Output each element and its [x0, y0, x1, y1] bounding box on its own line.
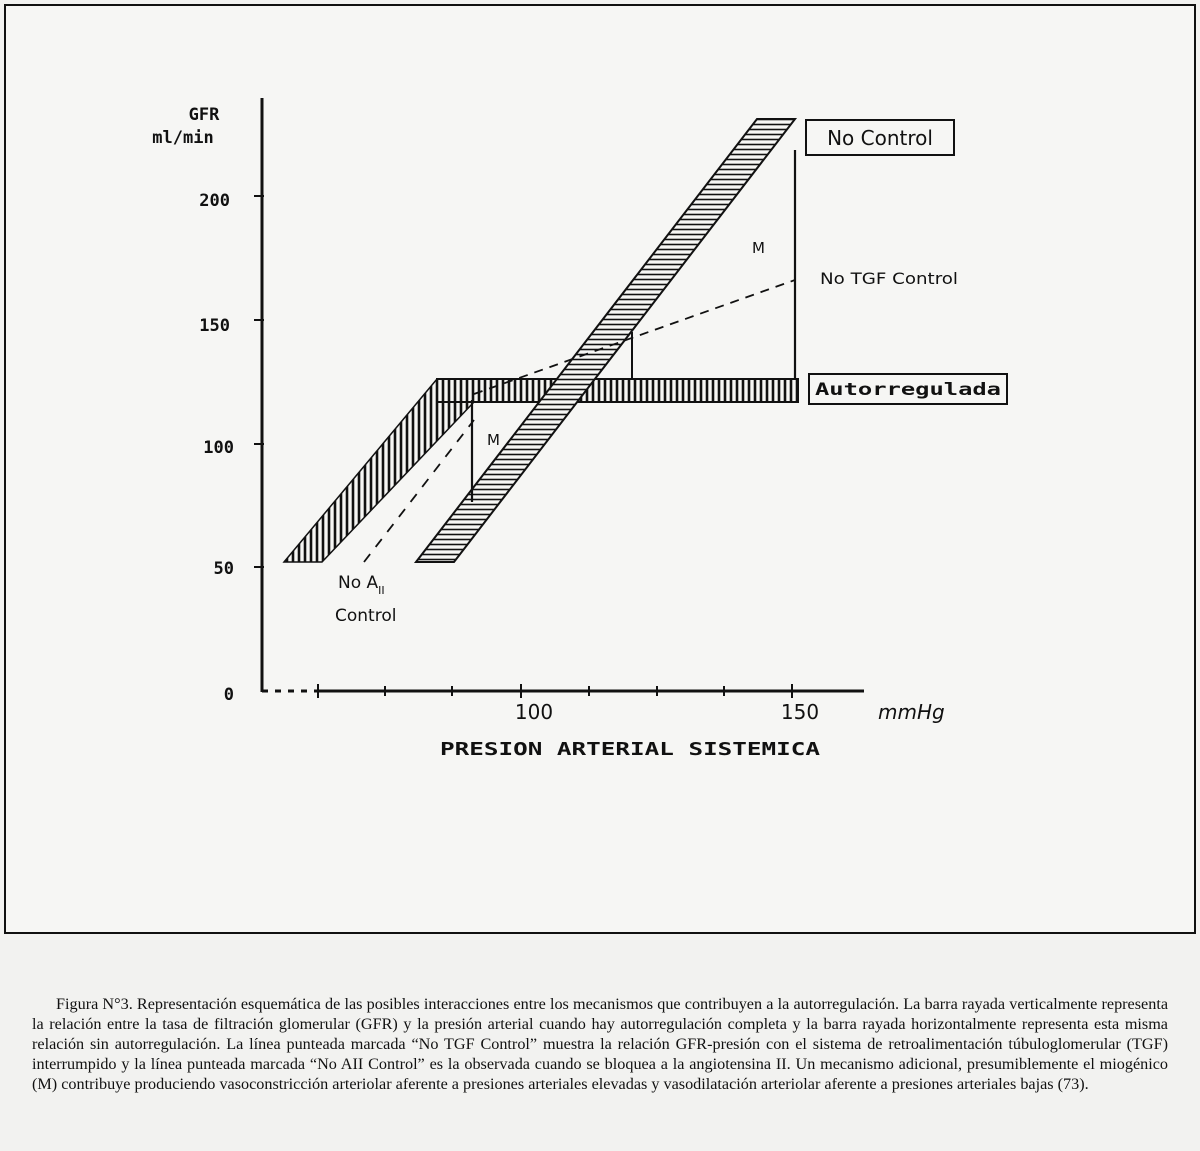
y-tick-label-50: 50 [213, 559, 234, 579]
autorregulada-label: Autorregulada [815, 380, 1001, 400]
figure-frame [4, 4, 1196, 934]
no-a2-control-label [338, 573, 385, 597]
y-axis-label: GFR [188, 105, 220, 125]
m-label-lower: M [487, 431, 500, 449]
y-tick-label-200: 200 [199, 191, 230, 211]
y-tick-label-150: 150 [199, 316, 230, 336]
y-axis-unit: ml/min [152, 128, 214, 148]
no-control-label: No Control [827, 126, 933, 150]
autoregulated-band-plateau [437, 379, 798, 402]
no-a2-subscript: II [378, 584, 385, 597]
m-label-upper: M [752, 239, 765, 257]
x-axis-title: PRESION ARTERIAL SISTEMICA [440, 739, 821, 760]
x-axis-unit: mmHg [878, 700, 945, 724]
no-tgf-control-label: No TGF Control [820, 269, 958, 288]
y-tick-label-100: 100 [203, 438, 234, 458]
y-tick-label-0: 0 [223, 685, 234, 705]
no-a2-control-label-line2: Control [335, 606, 397, 626]
x-tick-label-150: 150 [780, 700, 820, 724]
no-a2-prefix: No A [338, 573, 379, 593]
x-tick-label-100: 100 [514, 700, 554, 724]
figure-caption: Figura N°3. Representación esquemática de las posibles interacciones entre los mecanismos que contribuyen a la autorregulación. La barra rayada verticalmente representa la relación entre la tasa de filtración glomerular (GFR) y la presión arterial cuando hay autorregulación completa y la barra rayada horizontalmente representa esta misma relación sin autorregulación. La línea punteada marcada “No TGF Control” muestra la relación GFR-presión con el sistema de retroalimentación túbuloglomerular (TGF) interrumpido y la línea punteada marcada “No AII Control” es la observada cuando se bloquea a la angiotensina II. Un mecanismo adicional, presumiblemente el miogénico (M) contribuye produciendo vasoconstricción arteriolar aferente a presiones arteriales elevadas y vasodilatación arteriolar aferente a presiones arteriales bajas (73). [32, 995, 1168, 1093]
autoregulation-diagram [6, 6, 1194, 932]
